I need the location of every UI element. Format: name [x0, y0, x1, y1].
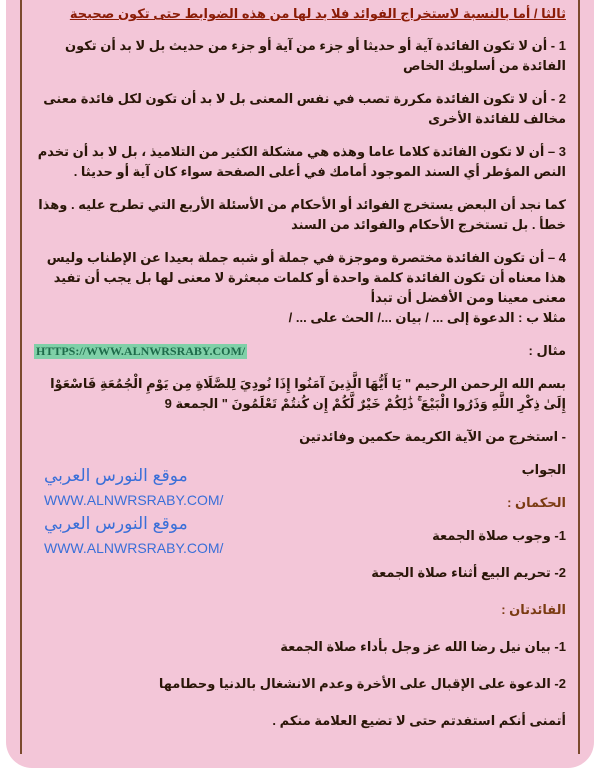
closing-text: أتمنى أنكم استفدتم حتى لا تضيع العلامة منكم . — [272, 713, 566, 728]
ruling-1: 1- وجوب صلاة الجمعة — [432, 528, 566, 543]
rule-4-line-2: تكون الفائدة كلمة واحدة أو كلمات مبعثرة لا معنى لها بل يجب أن تفيد معنى معينا ومن الأفضل أن تبدأ — [53, 270, 566, 305]
rule-3-line-1: 3 – أن لا تكون الفائدة كلاما عاما وهذه هي مشكلة الكثير من التلاميذ ، بل لا بد أن تخدم النص المؤطر — [37, 144, 566, 179]
note-line-1: كما نجد أن البعض يستخرج الفوائد أو الأحكام من الأسئلة الأربع التي تطرح عليه . وهذا خطأ . بل — [38, 197, 566, 232]
rule-4-line-1: 4 – أن تكون الفائدة مختصرة وموجزة في جملة أو شبه جملة بعيدا عن الإطناب وليس هذا معناه أن — [46, 250, 566, 285]
watermark-url-2: WWW.ALNWRSRABY.COM/ — [44, 540, 224, 556]
benefit-1: 1- بيان نيل رضا الله عز وجل بأداء صلاة الجمعة — [280, 639, 566, 654]
example-label: مثال : — [528, 343, 566, 358]
document-page — [6, 0, 594, 768]
rule-1-line-1: 1 - أن لا تكون الفائدة آية أو حديثا أو جزء من آية أو جزء من حديث بل لا بد أن تكون الفائدة من — [65, 38, 566, 73]
rule-3-line-2: أي السند الموجود أمامك في أعلى الصفحة سواء كان آية أو حديثا . — [73, 164, 480, 179]
verse-line-1: بسم الله الرحمن الرحيم " يَا أَيُّهَا الَّذِينَ آمَنُوا إِذَا نُودِيَ لِلصَّلَاةِ مِن يَوْمِ الْجُمُعَةِ فَاسْعَوْا إِلَىٰ ذِكْرِ اللَّهِ وَذَرُوا — [50, 376, 566, 411]
website-link[interactable]: HTTPS://WWW.ALNWRSRABY.COM/ — [36, 343, 246, 358]
rule-3 — [34, 142, 566, 182]
watermark-url-1: WWW.ALNWRSRABY.COM/ — [44, 492, 224, 508]
note-line-2: تستخرج الأحكام والفوائد من السند — [291, 217, 509, 232]
benefits-label: الفائدتان : — [501, 602, 566, 617]
rule-4-line-3: مثلا ب : الدعوة إلى ... / بيان .../ الحث على ... / — [288, 310, 566, 325]
benefit-2: 2- الدعوة على الإقبال على الأخرة وعدم الانشغال بالدنيا وحطامها — [158, 676, 566, 691]
section-title: ثالثا / أما بالنسبة لاستخراج الفوائد فلا بد لها من هذه الضوابط حتى تكون صحيحة — [69, 6, 566, 21]
watermark-arabic-2: موقع النورس العربي — [44, 514, 188, 533]
rule-2-line-2: الأخرى — [428, 111, 472, 126]
rule-1 — [34, 36, 566, 76]
note — [34, 195, 566, 235]
watermark — [44, 464, 254, 560]
verse-line-2: الْبَيْعَ ۚ ذَٰلِكُمْ خَيْرٌ لَّكُمْ إِن كُنتُمْ تَعْلَمُونَ " الجمعة 9 — [164, 396, 450, 411]
answer-label: الجواب — [521, 462, 566, 477]
rule-1-line-2: أسلوبك الخاص — [403, 58, 496, 73]
rule-2 — [34, 89, 566, 129]
ruling-2: 2- تحريم البيع أثناء صلاة الجمعة — [371, 565, 566, 580]
rule-4 — [34, 248, 566, 328]
rulings-label: الحكمان : — [507, 495, 566, 510]
rule-2-line-1: 2 - أن لا تكون الفائدة مكررة تصب في نفس المعنى بل لا بد أن تكون لكل فائدة معنى مخالف للفائدة — [43, 91, 566, 126]
verse — [34, 374, 566, 414]
bordered-frame — [20, 0, 580, 754]
question: - استخرج من الآية الكريمة حكمين وفائدتين — [299, 429, 566, 444]
watermark-arabic-1: موقع النورس العربي — [44, 466, 188, 485]
example-row — [34, 341, 566, 361]
